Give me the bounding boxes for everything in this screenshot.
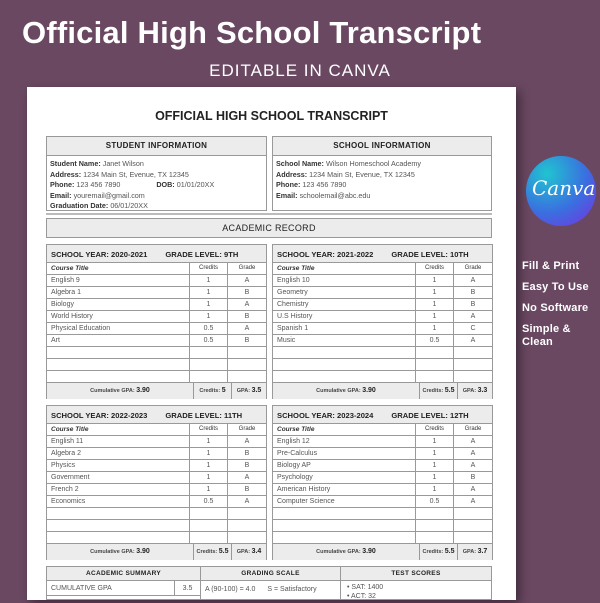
school-info-header: SCHOOL INFORMATION <box>273 137 491 156</box>
col-course: Course Title <box>273 263 416 274</box>
course-grade <box>454 520 492 531</box>
course-title: American History <box>273 484 416 495</box>
year-credits: 5.5 <box>444 387 455 394</box>
table-row <box>273 436 492 448</box>
label: Graduation Date: <box>50 201 109 210</box>
document-title: OFFICIAL HIGH SCHOOL TRANSCRIPT <box>155 109 388 123</box>
course-grade: B <box>244 462 250 469</box>
course-title: Geometry <box>273 287 416 298</box>
course-grade <box>454 532 492 543</box>
table-row <box>273 347 492 359</box>
student-dob: 01/01/20XX <box>176 180 215 189</box>
course-grade: B <box>244 313 250 320</box>
academic-record-header: ACADEMIC RECORD <box>46 218 492 238</box>
col-course: Course Title <box>47 263 190 274</box>
course-credits <box>416 532 454 543</box>
year-gpa: 3.5 <box>251 387 262 394</box>
feature-item: Simple & Clean <box>522 323 571 348</box>
table-row <box>47 311 266 323</box>
banner-title: Official High School Transcript <box>22 15 482 50</box>
course-title <box>273 508 416 519</box>
course-grade <box>228 371 266 382</box>
table-row <box>273 484 492 496</box>
grading-scale-box <box>200 566 341 600</box>
course-credits: 1 <box>416 311 454 322</box>
label: GPA: <box>236 388 251 394</box>
school-year: SCHOOL YEAR: 2023-2024 <box>277 411 374 420</box>
school-year: SCHOOL YEAR: 2021-2022 <box>277 250 374 259</box>
school-info-box <box>272 136 492 211</box>
course-title: Physics <box>47 460 190 471</box>
table-row <box>273 496 492 508</box>
col-course: Course Title <box>47 424 190 435</box>
table-row <box>47 472 266 484</box>
course-credits: 1 <box>190 472 228 483</box>
course-grade <box>228 508 266 519</box>
label: DOB: <box>156 180 175 189</box>
year-footer <box>273 544 492 560</box>
year-credits: 5.5 <box>444 548 455 555</box>
course-grade <box>228 532 266 543</box>
feature-list <box>522 260 598 349</box>
col-credits: Credits <box>416 424 454 435</box>
course-grade: A <box>470 438 476 445</box>
course-credits: 0.5 <box>416 335 454 346</box>
label: Cumulative GPA: <box>90 388 135 394</box>
course-credits: 1 <box>416 287 454 298</box>
label: GPA: <box>462 549 477 555</box>
course-grade: A <box>244 438 250 445</box>
year-credits: 5.5 <box>218 548 229 555</box>
course-grade: A <box>470 313 476 320</box>
label: Phone: <box>50 180 75 189</box>
course-title: English 12 <box>273 436 416 447</box>
course-title: French 2 <box>47 484 190 495</box>
table-row <box>47 371 266 383</box>
course-credits: 1 <box>190 299 228 310</box>
course-title: Psychology <box>273 472 416 483</box>
table-row <box>47 436 266 448</box>
label: Cumulative GPA: <box>90 549 135 555</box>
course-credits: 1 <box>190 287 228 298</box>
course-grade: B <box>244 337 250 344</box>
table-row <box>47 299 266 311</box>
course-grade <box>454 347 492 358</box>
course-title: Government <box>47 472 190 483</box>
label: Cumulative GPA: <box>316 549 361 555</box>
year-header <box>47 406 266 424</box>
course-grade: B <box>470 474 476 481</box>
course-credits: 1 <box>190 275 228 286</box>
table-row <box>47 275 266 287</box>
course-grade: A <box>470 337 476 344</box>
label: Student Name: <box>50 159 101 168</box>
col-grade: Grade <box>464 265 482 271</box>
year-header <box>47 245 266 263</box>
canva-logo-text: Canva <box>532 176 596 200</box>
cumulative-gpa: 3.90 <box>136 387 150 394</box>
col-grade: Grade <box>238 426 256 432</box>
student-info-box <box>46 136 267 211</box>
table-row <box>273 508 492 520</box>
col-credits: Credits <box>190 424 228 435</box>
course-title <box>273 532 416 543</box>
course-title <box>273 371 416 382</box>
table-row <box>273 359 492 371</box>
course-credits: 1 <box>190 484 228 495</box>
table-row <box>273 460 492 472</box>
course-credits: 1 <box>190 448 228 459</box>
column-header-row <box>47 424 266 436</box>
course-grade: A <box>244 474 250 481</box>
course-title: Algebra 2 <box>47 448 190 459</box>
course-credits: 1 <box>416 460 454 471</box>
course-title: English 9 <box>47 275 190 286</box>
course-grade <box>454 508 492 519</box>
canva-logo <box>526 156 596 226</box>
school-year: SCHOOL YEAR: 2020-2021 <box>51 250 148 259</box>
course-credits: 1 <box>190 436 228 447</box>
table-row <box>47 335 266 347</box>
course-grade: B <box>244 486 250 493</box>
course-grade <box>454 359 492 370</box>
label: School Name: <box>276 159 324 168</box>
table-row <box>47 520 266 532</box>
course-title <box>273 359 416 370</box>
table-row <box>47 448 266 460</box>
column-header-row <box>273 424 492 436</box>
course-title: Pre-Calculus <box>273 448 416 459</box>
course-credits <box>190 347 228 358</box>
course-credits <box>416 371 454 382</box>
column-header-row <box>273 263 492 275</box>
course-credits: 0.5 <box>190 323 228 334</box>
course-credits <box>190 359 228 370</box>
student-info-header: STUDENT INFORMATION <box>47 137 266 156</box>
label: Cumulative GPA: <box>316 388 361 394</box>
grading-scale-header: GRADING SCALE <box>201 567 340 581</box>
school-year: SCHOOL YEAR: 2022-2023 <box>51 411 148 420</box>
course-title: Music <box>273 335 416 346</box>
label: Address: <box>50 169 82 179</box>
course-grade: A <box>470 450 476 457</box>
col-grade: Grade <box>464 426 482 432</box>
col-course: Course Title <box>273 424 416 435</box>
student-address: 1234 Main St, Evenue, TX 12345 <box>83 169 189 179</box>
label: Credits: <box>199 388 221 394</box>
table-row <box>273 311 492 323</box>
course-credits: 1 <box>416 472 454 483</box>
transcript-document <box>27 87 516 600</box>
label: GPA: <box>236 549 251 555</box>
year-credits: 5 <box>221 387 226 394</box>
course-title <box>273 347 416 358</box>
table-row <box>273 287 492 299</box>
academic-summary-header: ACADEMIC SUMMARY <box>47 567 200 581</box>
school-address: 1234 Main St, Evenue, TX 12345 <box>309 169 415 179</box>
grade-level: GRADE LEVEL: 9TH <box>165 250 239 259</box>
label: GPA: <box>462 388 477 394</box>
year-footer <box>47 544 266 560</box>
table-row <box>273 323 492 335</box>
school-year-table <box>272 244 493 399</box>
col-grade: Grade <box>238 265 256 271</box>
course-grade: B <box>470 289 476 296</box>
course-title <box>47 532 190 543</box>
academic-summary-box <box>46 566 201 600</box>
table-row <box>273 275 492 287</box>
course-title <box>47 508 190 519</box>
year-header <box>273 245 492 263</box>
cumulative-gpa: 3.90 <box>362 548 376 555</box>
course-grade <box>228 520 266 531</box>
course-grade: B <box>470 301 476 308</box>
course-credits <box>190 520 228 531</box>
course-title: Algebra 1 <box>47 287 190 298</box>
cumulative-gpa-label: CUMULATIVE GPA <box>47 581 175 595</box>
course-credits: 0.5 <box>190 496 228 507</box>
course-title <box>47 520 190 531</box>
feature-item: No Software <box>522 302 589 314</box>
course-credits <box>416 347 454 358</box>
course-title <box>47 347 190 358</box>
col-credits: Credits <box>190 263 228 274</box>
course-credits <box>190 371 228 382</box>
course-credits <box>416 520 454 531</box>
table-row <box>47 287 266 299</box>
school-year-table <box>272 405 493 560</box>
grade-level: GRADE LEVEL: 11TH <box>165 411 243 420</box>
divider <box>46 213 492 215</box>
year-gpa: 3.4 <box>251 548 262 555</box>
cumulative-gpa: 3.90 <box>136 548 150 555</box>
course-title <box>47 371 190 382</box>
year-gpa: 3.7 <box>477 548 488 555</box>
course-title: Spanish 1 <box>273 323 416 334</box>
course-title: Physical Education <box>47 323 190 334</box>
school-year-table <box>46 244 267 399</box>
course-credits: 1 <box>416 323 454 334</box>
course-credits: 0.5 <box>190 335 228 346</box>
col-credits: Credits <box>416 263 454 274</box>
table-row <box>47 496 266 508</box>
label: Email: <box>276 190 298 200</box>
table-row <box>47 347 266 359</box>
course-grade: A <box>470 277 476 284</box>
course-credits <box>416 359 454 370</box>
course-credits: 1 <box>190 460 228 471</box>
course-title: Economics <box>47 496 190 507</box>
graduation-date: 06/01/20XX <box>110 201 148 210</box>
act-score: ACT: 32 <box>351 593 376 600</box>
course-credits: 1 <box>190 311 228 322</box>
course-grade: B <box>244 450 250 457</box>
course-grade: A <box>470 498 476 505</box>
course-grade <box>228 347 266 358</box>
label: Credits: <box>196 549 218 555</box>
course-title: English 10 <box>273 275 416 286</box>
year-footer <box>47 383 266 399</box>
course-grade <box>454 371 492 382</box>
course-title: Art <box>47 335 190 346</box>
course-title: U.S History <box>273 311 416 322</box>
label: Credits: <box>422 388 444 394</box>
sat-score: SAT: 1400 <box>351 584 384 591</box>
course-grade: C <box>470 325 476 332</box>
course-credits: 1 <box>416 299 454 310</box>
course-grade: A <box>244 325 250 332</box>
course-title: Biology <box>47 299 190 310</box>
cumulative-gpa-value: 3.5 <box>182 585 193 592</box>
cumulative-gpa: 3.90 <box>362 387 376 394</box>
table-row <box>273 532 492 544</box>
table-row <box>273 472 492 484</box>
course-grade: B <box>244 289 250 296</box>
school-phone: 123 456 7890 <box>302 180 347 189</box>
course-grade: A <box>244 277 250 284</box>
table-row <box>47 359 266 371</box>
student-email: youremail@gmail.com <box>73 190 145 200</box>
year-gpa: 3.3 <box>477 387 488 394</box>
course-grade: A <box>470 462 476 469</box>
table-row <box>273 335 492 347</box>
year-header <box>273 406 492 424</box>
course-credits: 1 <box>416 484 454 495</box>
course-credits: 0.5 <box>416 496 454 507</box>
label: Phone: <box>276 180 301 189</box>
grade-s-scale: S = Satisfactory <box>267 586 317 593</box>
table-row <box>273 299 492 311</box>
student-phone: 123 456 7890 <box>76 180 121 189</box>
feature-item: Easy To Use <box>522 281 589 293</box>
school-year-table <box>46 405 267 560</box>
course-title: English 11 <box>47 436 190 447</box>
course-grade: A <box>244 498 250 505</box>
school-name: Wilson Homeschool Academy <box>325 159 422 168</box>
label: Credits: <box>422 549 444 555</box>
table-row <box>47 323 266 335</box>
label: Address: <box>276 169 308 179</box>
banner-subtitle: EDITABLE IN CANVA <box>209 61 391 80</box>
column-header-row <box>47 263 266 275</box>
course-title <box>273 520 416 531</box>
course-title: Biology AP <box>273 460 416 471</box>
table-row <box>273 520 492 532</box>
table-row <box>47 508 266 520</box>
course-title: Computer Science <box>273 496 416 507</box>
course-credits: 1 <box>416 275 454 286</box>
course-grade: A <box>244 301 250 308</box>
test-scores-box: TEST SCORES • SAT: 1400 • ACT: 32 <box>340 566 492 600</box>
table-row <box>273 371 492 383</box>
grade-level: GRADE LEVEL: 12TH <box>391 411 469 420</box>
school-email: schoolemail@abc.edu <box>299 190 371 200</box>
feature-item: Fill & Print <box>522 260 580 272</box>
course-credits <box>190 532 228 543</box>
course-credits: 1 <box>416 436 454 447</box>
course-credits <box>416 508 454 519</box>
course-title: World History <box>47 311 190 322</box>
student-name: Janet Wilson <box>102 159 144 168</box>
test-scores-header: TEST SCORES <box>341 567 491 581</box>
course-title <box>47 359 190 370</box>
course-grade <box>228 359 266 370</box>
grade-level: GRADE LEVEL: 10TH <box>391 250 469 259</box>
course-credits: 1 <box>416 448 454 459</box>
course-grade: A <box>470 486 476 493</box>
label: Email: <box>50 190 72 200</box>
grade-a-scale: A (90-100) = 4.0 <box>205 586 256 593</box>
table-row <box>47 532 266 544</box>
course-title: Chemistry <box>273 299 416 310</box>
table-row <box>47 484 266 496</box>
course-credits <box>190 508 228 519</box>
table-row <box>47 460 266 472</box>
year-footer <box>273 383 492 399</box>
table-row <box>273 448 492 460</box>
